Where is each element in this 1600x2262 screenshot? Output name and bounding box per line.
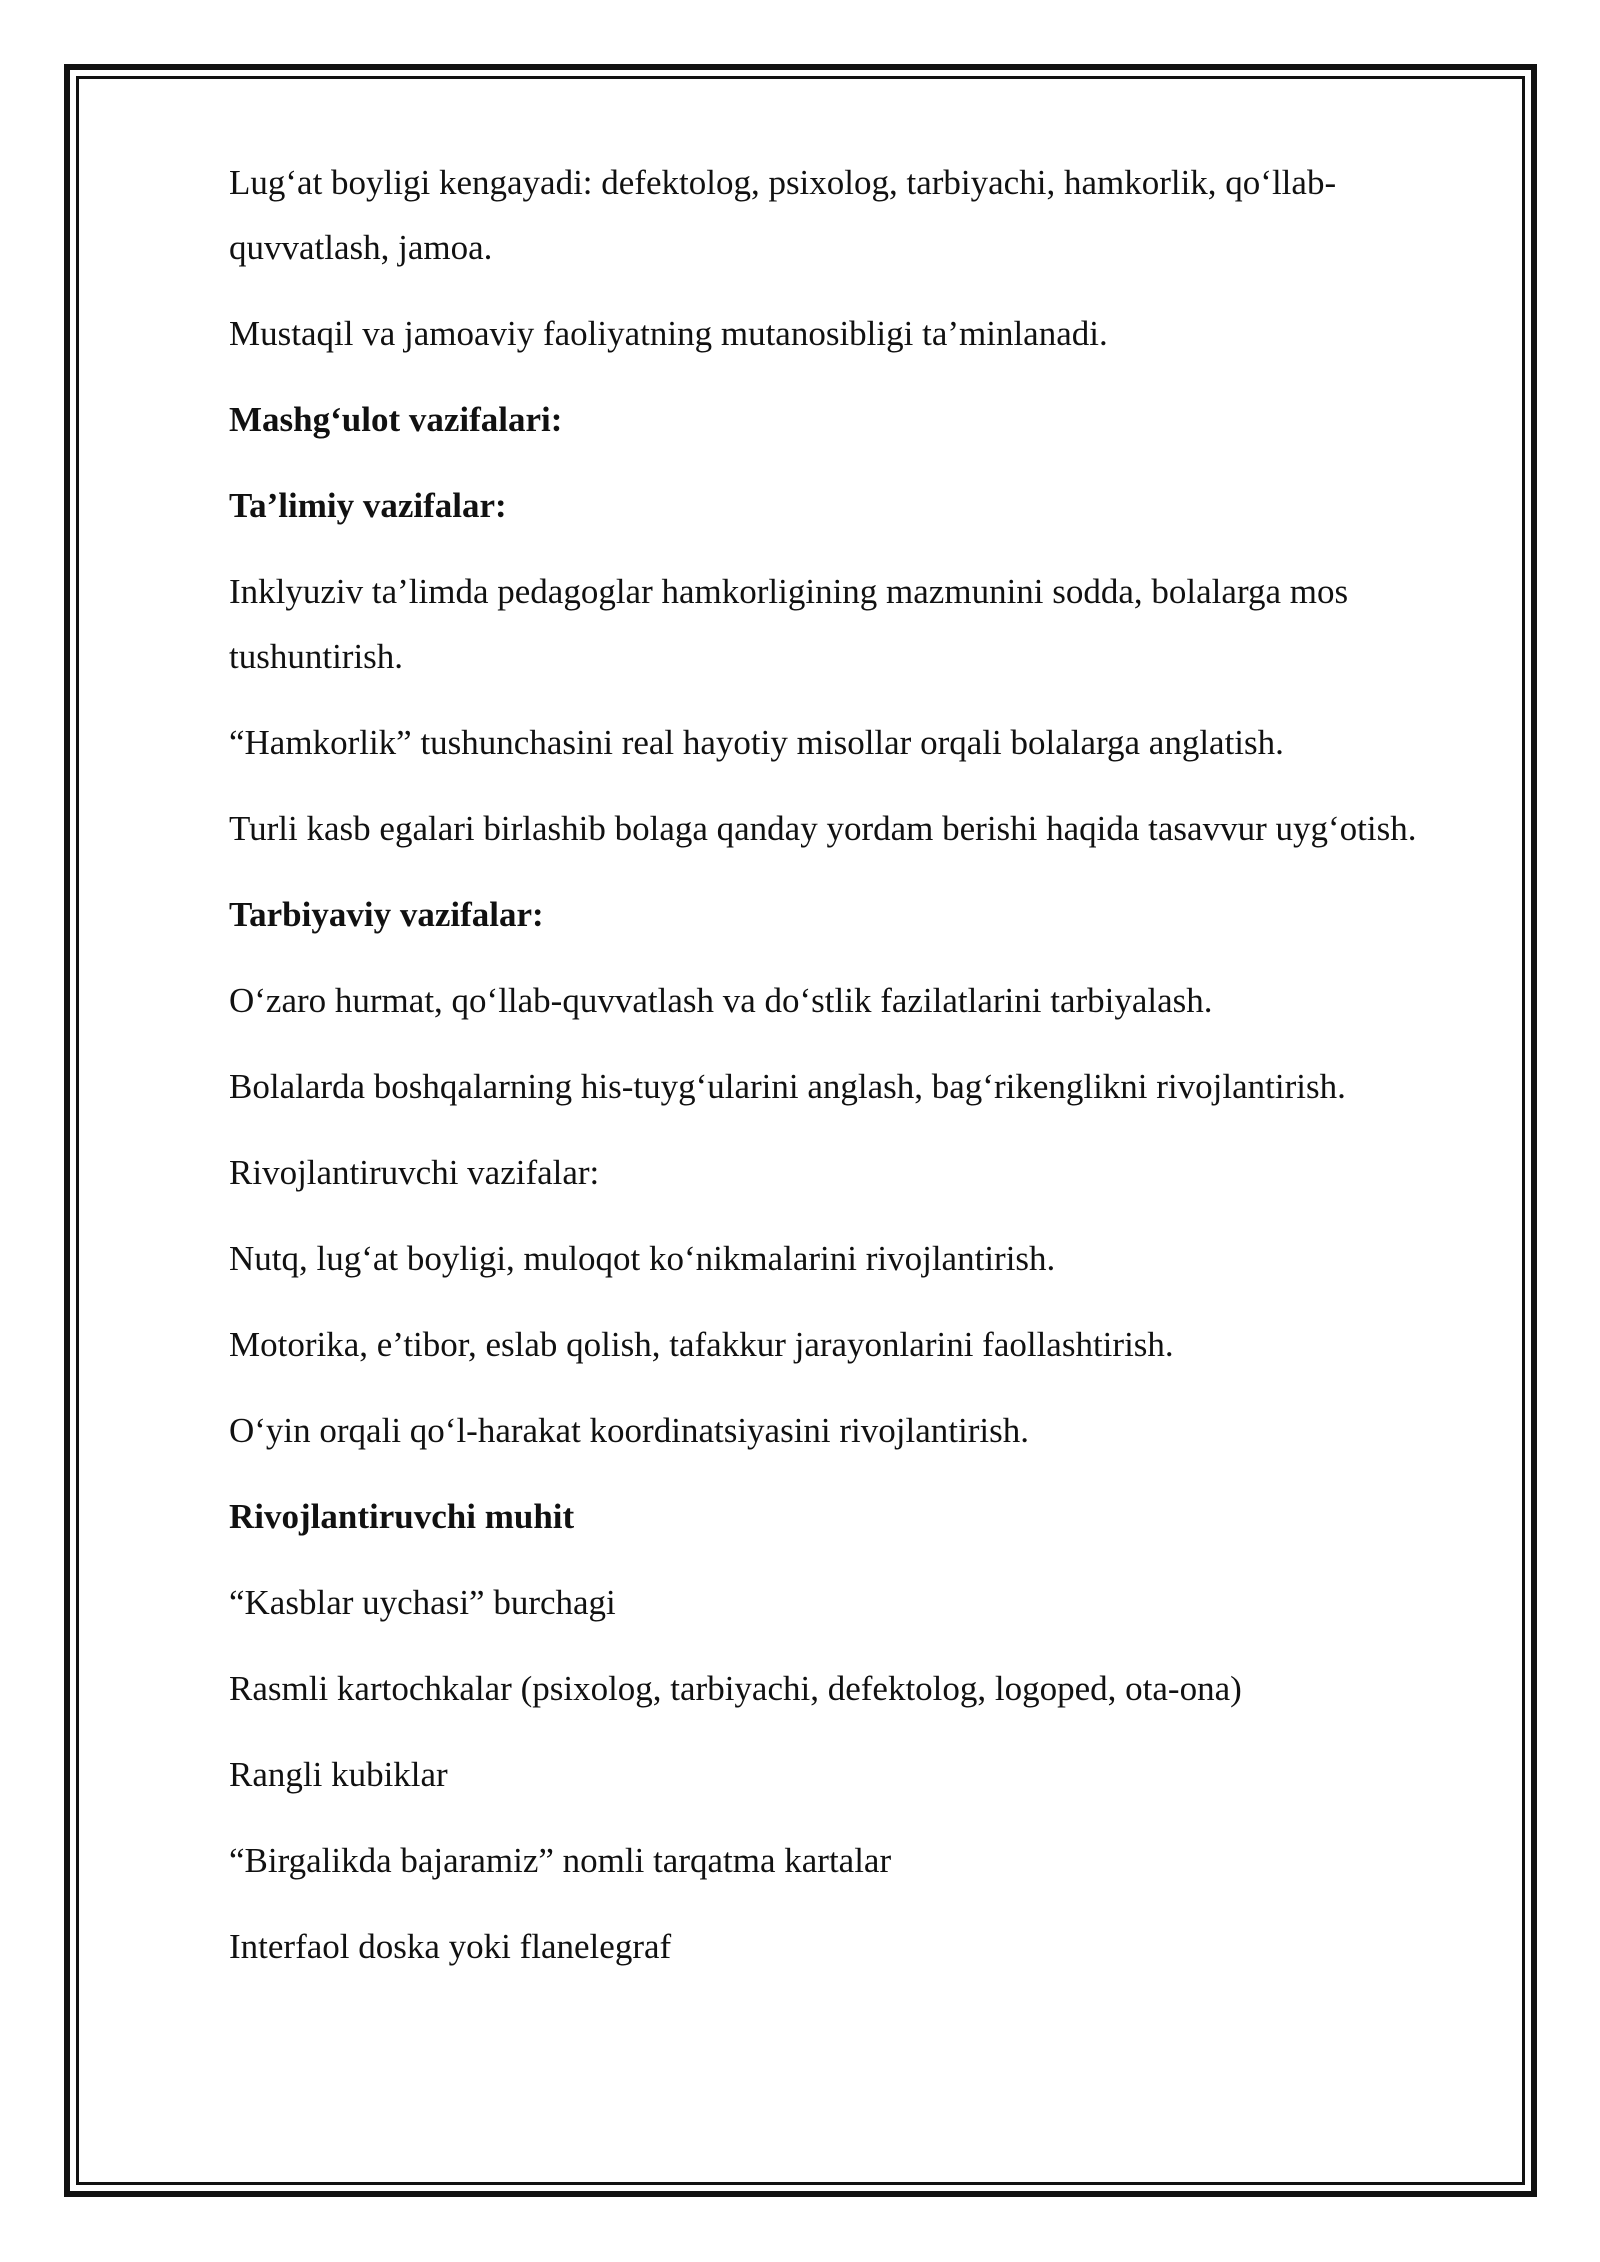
heading-developmental-tasks: Rivojlantiruvchi vazifalar: <box>229 1153 600 1192</box>
paragraph-developmental-3: O‘yin orqali qo‘l-harakat koordinatsiyasini rivojlantirish. <box>229 1411 1029 1450</box>
heading-upbringing-tasks: Tarbiyaviy vazifalar: <box>229 895 544 934</box>
list-item-environment-4: “Birgalikda bajaramiz” nomli tarqatma kartalar <box>229 1841 892 1880</box>
paragraph-developmental-2: Motorika, e’tibor, eslab qolish, tafakkur jarayonlarini faollashtirish. <box>229 1325 1174 1364</box>
paragraph-educational-2: “Hamkorlik” tushunchasini real hayotiy misollar orqali bolalarga anglatish. <box>229 723 1284 762</box>
paragraph-upbringing-1: O‘zaro hurmat, qo‘llab-quvvatlash va do‘stlik fazilatlarini tarbiyalash. <box>229 981 1213 1020</box>
list-item-environment-1: “Kasblar uychasi” burchagi <box>229 1583 616 1622</box>
paragraph-vocabulary: Lug‘at boyligi kengayadi: defektolog, psixolog, tarbiyachi, hamkorlik, qo‘llab-quvvatlash, jamoa. <box>229 163 1337 267</box>
paragraph-balance: Mustaqil va jamoaviy faoliyatning mutanosibligi ta’minlanadi. <box>229 314 1108 353</box>
paragraph-educational-1: Inklyuziv ta’limda pedagoglar hamkorligining mazmunini sodda, bolalarga mos tushuntirish. <box>229 572 1349 676</box>
list-item-environment-2: Rasmli kartochkalar (psixolog, tarbiyachi, defektolog, logoped, ota-ona) <box>229 1669 1242 1708</box>
document-body <box>229 150 1449 2000</box>
heading-lesson-tasks: Mashg‘ulot vazifalari: <box>229 400 563 439</box>
paragraph-upbringing-2: Bolalarda boshqalarning his-tuyg‘ularini anglash, bag‘rikenglikni rivojlantirish. <box>229 1067 1346 1106</box>
list-item-environment-3: Rangli kubiklar <box>229 1755 448 1794</box>
heading-educational-tasks: Ta’limiy vazifalar: <box>229 486 507 525</box>
paragraph-developmental-1: Nutq, lug‘at boyligi, muloqot ko‘nikmalarini rivojlantirish. <box>229 1239 1056 1278</box>
heading-developmental-environment: Rivojlantiruvchi muhit <box>229 1497 575 1536</box>
paragraph-educational-3: Turli kasb egalari birlashib bolaga qanday yordam berishi haqida tasavvur uyg‘otish. <box>229 809 1417 848</box>
list-item-environment-5: Interfaol doska yoki flanelegraf <box>229 1927 672 1966</box>
